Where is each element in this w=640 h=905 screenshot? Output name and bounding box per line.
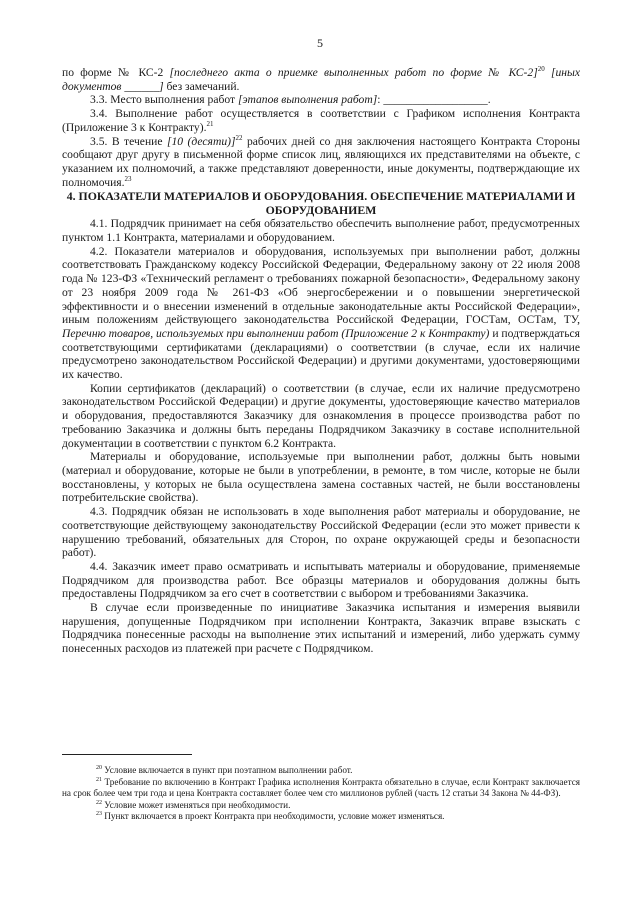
paragraph-certificate-copies: Копии сертификатов (деклараций) о соответствии (в случае, если их наличие предусмотрено законодательством Российской Федерации) и другие документы, удостоверяющие качество материалов и оборудования, предоставляются Заказчику для ознакомления в процессе производства работ по требованию Заказчика и должны быть переданы Подрядчиком Заказчику в составе исполнительной документации в соответствии с пунктом 6.2 Контракта. xyxy=(62,381,580,450)
footnotes-section xyxy=(62,754,580,823)
paragraph-new-materials: Материалы и оборудование, используемые при выполнении работ, должны быть новыми (материал и оборудование, которые не были в употреблении, в ремонте, в том числе, которые не были восстановлены, у которых не была осуществлена замена составных частей, не были восстановлены потребительские свойства). xyxy=(62,450,580,505)
footnote-ref[interactable]: 21 xyxy=(206,119,214,128)
paragraph-3-3: 3.3. Место выполнения работ [этапов выполнения работ]: __________________. xyxy=(90,93,491,107)
paragraph-3-4: 3.4. Выполнение работ осуществляется в соответствии с Графиком исполнения Контракта (Приложение 3 к Контракту).$^{21}$ xyxy=(62,107,580,134)
paragraph-ks2-acceptance: по форме № КС-2 [последнего акта о приемке выполненных работ по форме № КС-2]$^{20}$ [иных документов ______] без замечаний. xyxy=(62,65,580,93)
footnote-23: $^{23}$ Пункт включается в проект Контракта при необходимости, условие может изменяться. xyxy=(96,811,445,822)
paragraph-3-5: 3.5. В течение [10 (десяти)]$^{22}$ рабочих дней со дня заключения настоящего Контракта Стороны сообщают друг другу в письменной форме список лиц, являющихся их представителями на объекте, с указанием их полномочий, а также представляют доверенности, иные документы, подтверждающие их полномочия.$^{23}$ xyxy=(62,133,580,189)
page-number: 5 xyxy=(317,36,323,50)
footnote-ref[interactable]: 20 xyxy=(537,65,545,74)
document-body xyxy=(62,66,580,656)
footnote-divider xyxy=(62,754,192,755)
footnote-ref[interactable]: 23 xyxy=(124,174,132,183)
section-4-heading: 4. ПОКАЗАТЕЛИ МАТЕРИАЛОВ И ОБОРУДОВАНИЯ. ОБЕСПЕЧЕНИЕ МАТЕРИАЛАМИ И ОБОРУДОВАНИЕМ xyxy=(66,189,576,218)
paragraph-4-2: 4.2. Показатели материалов и оборудования, используемых при выполнении работ, должны соответствовать Гражданскому кодексу Российской Федерации, Федеральному закону от 22 июля 2008 года № 123-ФЗ «Технический регламент о требованиях пожарной безопасности», Федеральному закону от 23 ноября 2009 года № 261-ФЗ «Об энергосбережении и о повышении энергетической эффективности и о внесении изменений в отдельные законодательные акты Российской Федерации», иным положениям действующего законодательства Российской Федерации, ГОСТам, ОСТам, ТУ, Перечню товаров, используемых при выполнении работ (Приложение 2 к Контракту) и подтверждаться соответствующими сертификатами (декларациями) о соответствии (в случае, если их наличие предусмотрено законодательством Российской Федерации) и другими документами, удостоверяющими их качество. xyxy=(62,244,580,382)
paragraph-4-1: 4.1. Подрядчик принимает на себя обязательство обеспечить выполнение работ, предусмотренных пунктом 1.1 Контракта, материалами и оборудованием. xyxy=(62,217,580,245)
footnote-ref[interactable]: 22 xyxy=(235,133,243,142)
footnote-20: $^{20}$ Условие включается в пункт при поэтапном выполнении работ. xyxy=(96,764,353,775)
footnote-22: $^{22}$ Условие может изменяться при необходимости. xyxy=(96,799,291,810)
paragraph-tests-expenses: В случае если произведенные по инициативе Заказчика испытания и измерения выявили нарушения, допущенные Подрядчиком при исполнении Контракта, Заказчик вправе взыскать с Подрядчика понесенные расходы на выполнение этих испытаний и измерений, либо удержать сумму понесенных расходов из платежей при расчете с Подрядчиком. xyxy=(62,601,580,656)
paragraph-4-3: 4.3. Подрядчик обязан не использовать в ходе выполнения работ материалы и оборудование, не соответствующие действующему законодательству Российской Федерации (если это может привести к нарушению требований, обязательных для Сторон, по охране окружающей среды и безопасности работ). xyxy=(62,505,580,560)
paragraph-4-4: 4.4. Заказчик имеет право осматривать и испытывать материалы и оборудование, применяемые Подрядчиком для производства работ. Все образцы материалов и оборудования должны быть предоставлены Подрядчиком за его счет в соответствии с выбором и требованиями Заказчика. xyxy=(62,559,580,601)
footnote-21: $^{21}$ Требование по включению в Контракт Графика исполнения Контракта обязательно в случае, если Контракт заключается на срок более чем три года и цена Контракта составляет более чем сто миллионов рублей (часть 12 статьи 34 Закона № 44-ФЗ). xyxy=(62,776,580,799)
